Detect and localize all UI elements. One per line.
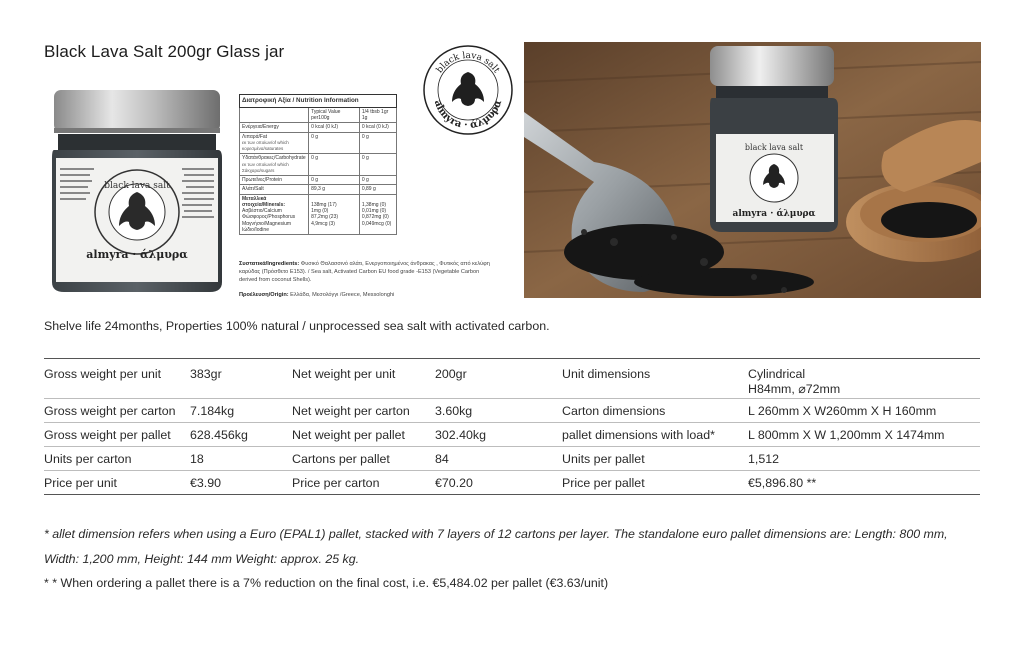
shelf-life-text: Shelve life 24months, Properties 100% natural / unprocessed sea salt with activated carbon. (44, 319, 550, 333)
nutrition-value: 0 kcal (0 kJ) (359, 123, 396, 132)
nutrition-value: 0 g (359, 154, 396, 176)
pallet-footnote-cont: Width: 1,200 mm, Height: 144 mm Weight: approx. 25 kg. (44, 552, 360, 566)
nutrition-label: Λιπαρά/Fat εκ των οποίων/of which κορεσμένα/saturates (240, 132, 309, 154)
table-row (44, 423, 980, 447)
nutrition-label: Υδατάνθρακες/Carbohydrate εκ των οποίων/of which Σάκχαρα/sugars (240, 154, 309, 176)
spec-value: 7.184kg (190, 404, 235, 418)
table-row (44, 399, 980, 423)
spec-value: Cylindrical H84mm, ⌀72mm (748, 367, 841, 396)
spec-value: 1,512 (748, 452, 780, 466)
spec-value: L 800mm X W 1,200mm X 1474mm (748, 428, 945, 442)
spec-label: Units per carton (44, 452, 132, 466)
spec-label: pallet dimensions with load* (562, 428, 715, 442)
spec-value: €5,896.80 ** (748, 476, 817, 490)
table-row (44, 359, 980, 399)
spec-value: 302.40kg (435, 428, 486, 442)
nutrition-label: Πρωτεΐνες/Protein (240, 176, 309, 185)
spec-value: L 260mm X W260mm X H 160mm (748, 404, 937, 418)
spec-value: 84 (435, 452, 449, 466)
nutrition-minerals-v2: 1,38mg (0) 0,01mg (0) 0,872mg (0) 0,049mcg (0) (359, 194, 396, 235)
nutrition-minerals-v1: 138mg (17) 1mg (0) 87,2mg (23) 4,9mcg (3) (309, 194, 360, 235)
spec-label: Price per pallet (562, 476, 645, 490)
nutrition-value: 0 g (309, 132, 360, 154)
svg-text:black lava salt: black lava salt (104, 181, 170, 191)
svg-text:almyra · άλμυρα: almyra · άλμυρα (732, 209, 816, 219)
spec-label: Net weight per carton (292, 404, 410, 418)
nutrition-col-tsp: 1/4 tbsb 1gr 1g (359, 107, 396, 123)
nutrition-value: 0 g (359, 176, 396, 185)
nutrition-value: 0,89 g (359, 185, 396, 194)
nutrition-value: 0 g (359, 132, 396, 154)
spec-value: 18 (190, 452, 204, 466)
svg-text:almyra · άλμυρα: almyra · άλμυρα (431, 98, 505, 132)
spec-value: 628.456kg (190, 428, 248, 442)
spec-value: 383gr (190, 367, 222, 381)
svg-text:almyra · άλμυρα: almyra · άλμυρα (86, 248, 188, 261)
nutrition-value: 89,3 g (309, 185, 360, 194)
spec-value: 3.60kg (435, 404, 473, 418)
svg-text:black lava salt: black lava salt (434, 50, 502, 76)
spec-label: Cartons per pallet (292, 452, 390, 466)
spec-label: Price per unit (44, 476, 118, 490)
page-title: Black Lava Salt 200gr Glass jar (44, 42, 285, 61)
product-photo (524, 42, 981, 298)
nutrition-header: Διατροφική Αξία / Nutrition Information (240, 95, 397, 108)
spec-label: Units per pallet (562, 452, 645, 466)
spec-label: Gross weight per carton (44, 404, 176, 418)
ingredients: Συστατικά/Ingredients: Φυσικό Θαλασσινό αλάτι, Ενεργοποιημένος άνθρακας , Φυτικός από κελύφη καρύδας (Πρόσθετο Ε153). / Sea salt, Activated Carbon EU food grade -E153 (Vegetable Carbon derived from coconut Shells). (239, 261, 490, 284)
discount-footnote: * * When ordering a pallet there is a 7% reduction on the final cost, i.e. €5,484.02 per pallet (€3.63/unit) (44, 576, 609, 590)
table-row (44, 471, 980, 495)
spec-label: Net weight per unit (292, 367, 396, 381)
nutrition-label: Ενέργεια/Energy (240, 123, 309, 132)
spec-label: Carton dimensions (562, 404, 666, 418)
nutrition-value: 0 g (309, 154, 360, 176)
nutrition-table (239, 94, 397, 235)
svg-text:black lava salt: black lava salt (744, 143, 804, 152)
spec-value: €70.20 (435, 476, 473, 490)
spec-value: €3.90 (190, 476, 222, 490)
pallet-footnote: * allet dimension refers when using a Euro (EPAL1) pallet, stacked with 7 layers of 12 cartons per layer. The standalone euro pallet dimensions are: Length: 800 mm, (44, 527, 948, 541)
spec-label: Unit dimensions (562, 367, 651, 381)
spec-label: Gross weight per pallet (44, 428, 171, 442)
brand-logo (422, 44, 514, 136)
spec-label: Gross weight per unit (44, 367, 162, 381)
spec-value: 200gr (435, 367, 467, 381)
nutrition-value: 0 g (309, 176, 360, 185)
nutrition-label: Αλάτι/Salt (240, 185, 309, 194)
table-row (44, 447, 980, 471)
origin: Προέλευση/Origin: Ελλάδα, Μεσολόγγι /Greece, Messolonghi (239, 292, 395, 298)
nutrition-value: 0 kcal (0 kJ) (309, 123, 360, 132)
spec-label: Net weight per pallet (292, 428, 405, 442)
specs-table (44, 358, 980, 495)
nutrition-minerals: Μεταλλικά στοιχεία/Minerals: Ασβέστιο/Calcium Φώσφορος/Phosphorus Μαγνήσιο/Magnesium Ιώδιο/Iodine (240, 194, 309, 235)
jar-product-image (50, 88, 224, 294)
spec-label: Price per carton (292, 476, 380, 490)
nutrition-col-typical: Typical Value per100g (309, 107, 360, 123)
